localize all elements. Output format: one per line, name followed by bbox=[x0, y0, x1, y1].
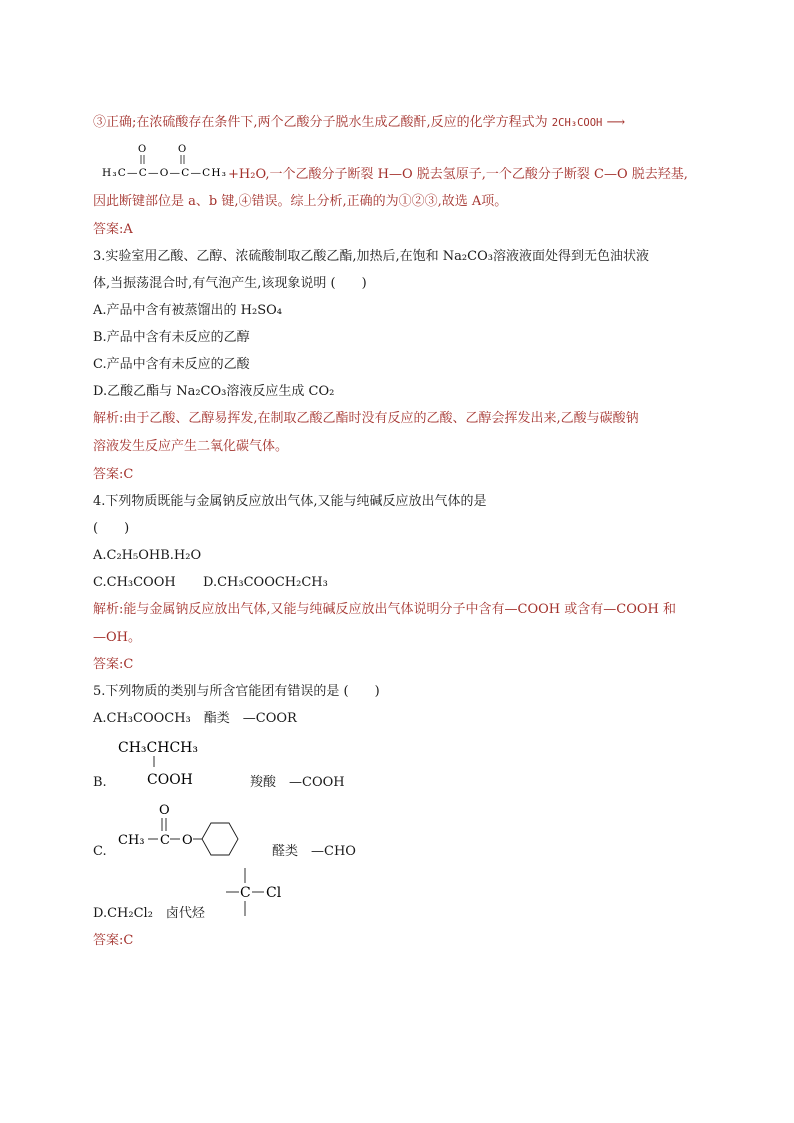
q5-option-a: A.CH₃COOCH₃ 酯类 —COOR bbox=[93, 711, 297, 726]
q5-option-b-label: B. bbox=[93, 775, 107, 790]
reaction-arrow: ⟶ bbox=[606, 115, 626, 130]
q4-option-c: C.CH₃COOH bbox=[93, 575, 176, 590]
c-struct-o: O bbox=[159, 803, 170, 818]
q3-option-d: D.乙酸乙酯与 Na₂CO₃溶液反应生成 CO₂ bbox=[93, 384, 335, 399]
q4-analysis-2: —OH。 bbox=[93, 630, 141, 645]
q4-answer: 答案:C bbox=[93, 657, 134, 672]
carbonyl-o-2: O bbox=[178, 144, 187, 155]
q5-c-structure bbox=[114, 798, 254, 860]
anhydride-chain: H₃C—C—O—C—CH₃ bbox=[102, 167, 226, 179]
b-struct-top: CH₃CHCH₃ bbox=[118, 740, 198, 756]
q4-option-d: D.CH₃COOCH₂CH₃ bbox=[203, 575, 328, 590]
q3-option-a: A.产品中含有被蒸馏出的 H₂SO₄ bbox=[93, 303, 282, 318]
q5-stem: 5.下列物质的类别与所含官能团有错误的是 ( ) bbox=[93, 684, 380, 699]
reactant-formula: 2CH₃COOH bbox=[551, 117, 603, 129]
q3-option-b: B.产品中含有未反应的乙醇 bbox=[93, 330, 250, 345]
q3-analysis-1: 解析:由于乙酸、乙醇易挥发,在制取乙酸乙酯时没有反应的乙酸、乙醇会挥发出来,乙酸与碳酸钠 bbox=[93, 411, 639, 426]
q4-stem-1: 4.下列物质既能与金属钠反应放出气体,又能与纯碱反应放出气体的是 bbox=[93, 494, 487, 509]
q3-stem-1: 3.实验室用乙酸、乙醇、浓硫酸制取乙酸乙酯,加热后,在饱和 Na₂CO₃溶液液面处得到无色油状液 bbox=[93, 249, 649, 264]
q3-analysis-2: 溶液发生反应产生二氧化碳气体。 bbox=[93, 439, 289, 454]
benzene-ring bbox=[202, 823, 238, 855]
c-struct-c: C bbox=[160, 833, 170, 848]
d-struct-cl: Cl bbox=[266, 885, 282, 901]
carbonyl-o-1: O bbox=[138, 144, 147, 155]
answer-prev: 答案:A bbox=[93, 222, 133, 237]
q5-option-d: D.CH₂Cl₂ 卤代烃 bbox=[93, 906, 205, 921]
q5-d-structure bbox=[222, 866, 292, 920]
q4-option-ab: A.C₂H₅OHB.H₂O bbox=[93, 548, 202, 563]
b-struct-bottom: COOH bbox=[147, 772, 193, 788]
c-struct-o2: O bbox=[182, 833, 193, 848]
d-struct-c: C bbox=[240, 885, 251, 901]
analysis-line-1 bbox=[93, 114, 625, 132]
q3-option-c: C.产品中含有未反应的乙酸 bbox=[93, 357, 250, 372]
q5-option-c-class: 醛类 —CHO bbox=[272, 844, 356, 859]
q5-answer: 答案:C bbox=[93, 933, 134, 948]
q5-option-b-class: 羧酸 —COOH bbox=[250, 775, 345, 790]
q3-answer: 答案:C bbox=[93, 467, 134, 482]
c-struct-ch3: CH₃ bbox=[118, 833, 145, 848]
q3-stem-2: 体,当振荡混合时,有气泡产生,该现象说明 ( ) bbox=[93, 276, 367, 291]
q5-option-c-label: C. bbox=[93, 844, 107, 859]
analysis-text: ③正确;在浓硫酸存在条件下,两个乙酸分子脱水生成乙酸酐,反应的化学方程式为 bbox=[93, 115, 548, 130]
q4-stem-2: ( ) bbox=[93, 521, 130, 536]
acetic-anhydride-structure bbox=[100, 140, 230, 184]
q5-b-structure bbox=[114, 736, 224, 792]
analysis-line-3: 因此断键部位是 a、b 键,④错误。综上分析,正确的为①②③,故选 A项。 bbox=[93, 194, 508, 209]
analysis-line-2: +H₂O,一个乙酸分子断裂 H—O 脱去氢原子,一个乙酸分子断裂 C—O 脱去羟基, bbox=[228, 167, 688, 182]
q4-analysis-1: 解析:能与金属钠反应放出气体,又能与纯碱反应放出气体说明分子中含有—COOH 或含有—COOH 和 bbox=[93, 602, 676, 617]
